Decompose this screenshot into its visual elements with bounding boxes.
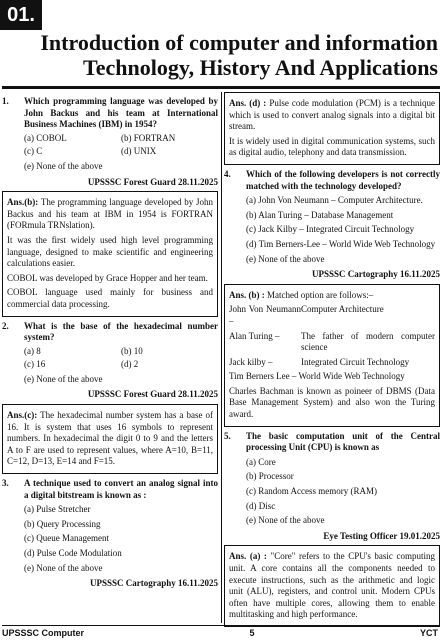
question-number: 1.: [2, 96, 9, 106]
exam-source: UPSSSC Cartography 16.11.2025: [311, 269, 440, 280]
match-person: John Von Neumann –: [229, 304, 301, 326]
answer-paragraph: Tim Berners Lee – World Wide Web Technology: [229, 371, 405, 382]
options: [2, 346, 218, 386]
option-c: (c) Queue Management: [24, 533, 109, 544]
question-text: A technique used to convert an analog signal into a digital bitstream is known as :: [24, 478, 218, 500]
exam-source: UPSSSC Forest Guard 28.11.2025: [87, 176, 218, 187]
options: [2, 133, 218, 173]
answer-label: Ans.(b):: [7, 197, 39, 208]
question-text: What is the base of the hexadecimal number system?: [24, 320, 218, 343]
column-divider: [221, 92, 222, 623]
title-rule: [2, 86, 440, 89]
option-d: (d) UNIX: [121, 146, 157, 157]
option-a: (a) COBOL: [24, 132, 67, 143]
answer-box-1: [2, 191, 218, 316]
match-person: Alan Turing –: [229, 330, 280, 341]
answer-box-4: [224, 284, 440, 427]
option-d: (d) Disc: [246, 500, 276, 511]
question-number: 2.: [2, 320, 9, 331]
question-3: [2, 478, 218, 501]
answer-label: Ans.(c):: [7, 410, 38, 421]
answer-paragraph: It was the first widely used high level programming language, designed to make scientific and engineering calculations easier.: [7, 234, 213, 269]
left-column: [2, 92, 218, 593]
footer-book-name: UPSSSC Computer: [2, 628, 85, 638]
answer-paragraph: COBOL language used mainly for business and commercial data processing.: [7, 287, 213, 309]
options: [224, 457, 440, 527]
option-c: (c) 16: [24, 359, 46, 370]
option-a: (a) Pulse Stretcher: [24, 504, 91, 515]
option-b: (b) 10: [121, 345, 143, 356]
match-row: [229, 357, 435, 369]
option-e: (e) None of the above: [246, 253, 325, 264]
match-row: [229, 331, 435, 354]
option-e: (e) None of the above: [24, 562, 103, 573]
exam-source: UPSSSC Forest Guard 28.11.2025: [87, 389, 218, 400]
option-d: (d) Tim Berners-Lee – World Wide Web Technology: [246, 238, 436, 249]
option-e: (e) None of the above: [246, 515, 325, 526]
question-5: [224, 431, 440, 454]
answer-paragraph: Charles Bachman is known as poineer of DBMS (Data Base Management System) and also won the Turing award.: [229, 385, 435, 420]
option-b: (b) Processor: [246, 471, 294, 482]
option-d: (d) 2: [121, 359, 139, 370]
option-e: (e) None of the above: [24, 373, 103, 384]
options: [2, 504, 218, 574]
match-row: [229, 304, 435, 327]
option-e: (e) None of the above: [24, 160, 103, 171]
option-a: (a) Core: [246, 456, 276, 467]
exam-source: UPSSSC Cartography 16.11.2025: [89, 578, 218, 589]
match-tech: The father of modern computer science: [301, 330, 435, 353]
title-line-1: Introduction of computer and information: [40, 30, 438, 55]
page-title: [8, 30, 438, 80]
question-2: [2, 321, 218, 344]
answer-box-2: [2, 404, 218, 474]
answer-text: The hexadecimal number system has a base of 16. It is system that uses 16 symbols to represent numbers. In hexadecimal the digit 0 to 9 and the letters A to F are used to represent values, where A=10, B=11, C=12, D=13, E=14 and F=15.: [7, 410, 213, 467]
option-b: (b) Query Processing: [24, 518, 101, 529]
answer-paragraph: COBOL was developed by Grace Hopper and her team.: [7, 272, 208, 283]
answer-text: The programming language developed by John Backus and his team at IBM in 1954 is FORTRAN (FORmula TRNslation).: [7, 197, 213, 231]
match-person: Jack kilby –: [229, 356, 273, 367]
option-b: (b) FORTRAN: [121, 132, 176, 143]
option-c: (c) Jack Kilby – Integrated Circuit Technology: [246, 224, 415, 235]
answer-text: "Core" refers to the CPU's basic computing unit. A core contains all the components needed to execute instructions, such as the arithmetic and logic unit (ALU), registers, and control unit. Modern CPUs often have multiple cores, allowing them to enable multitasking and high performance.: [229, 551, 436, 620]
option-b: (b) Alan Turing – Database Management: [246, 209, 394, 220]
option-d: (d) Pulse Code Modulation: [24, 548, 122, 558]
exam-source: Eye Testing Officer 19.01.2025: [323, 530, 440, 541]
match-tech: Computer Architecture: [301, 304, 384, 315]
options: [224, 195, 440, 265]
footer-publisher: YCT: [420, 628, 438, 638]
footer-rule: [2, 625, 440, 626]
answer-box-3: [224, 92, 440, 165]
answer-label: Ans. (b) :: [229, 289, 265, 300]
chapter-number: 01.: [0, 0, 42, 30]
question-number: 3.: [2, 478, 9, 489]
answer-paragraph: It is widely used in digital communication systems, such as digital audio, telephony and data transmission.: [229, 135, 435, 158]
match-tech: Integrated Circuit Technology: [301, 356, 410, 367]
option-a: (a) 8: [24, 345, 41, 356]
question-1: [2, 96, 218, 131]
title-line-2: Technology, History And Applications: [83, 55, 438, 80]
question-text: Which of the following developers is not correctly matched with the technology developed?: [246, 168, 440, 191]
question-text: The basic computation unit of the Central processing Unit (CPU) is known as: [246, 430, 440, 453]
option-c: (c) Random Access memory (RAM): [246, 486, 377, 497]
option-c: (c) C: [24, 146, 43, 157]
answer-label: Ans. (d) :: [229, 98, 267, 108]
answer-label: Ans. (a) :: [229, 551, 267, 562]
question-number: 5.: [224, 430, 231, 441]
page-number: 5: [249, 628, 255, 638]
answer-box-5: [224, 545, 440, 627]
answer-text: Matched option are follows:–: [267, 289, 374, 300]
question-4: [224, 169, 440, 192]
option-a: (a) John Von Neumann – Computer Architecture.: [246, 195, 423, 206]
answer-text: Pulse code modulation (PCM) is a technique which is used to convert analog signals into a digital bit stream.: [229, 98, 435, 132]
question-text: Which programming language was developed by John Backus and his team at International Business Machines (IBM) in 1954?: [24, 96, 218, 130]
question-number: 4.: [224, 168, 231, 179]
right-column: [224, 92, 440, 629]
page-footer: [2, 628, 438, 638]
